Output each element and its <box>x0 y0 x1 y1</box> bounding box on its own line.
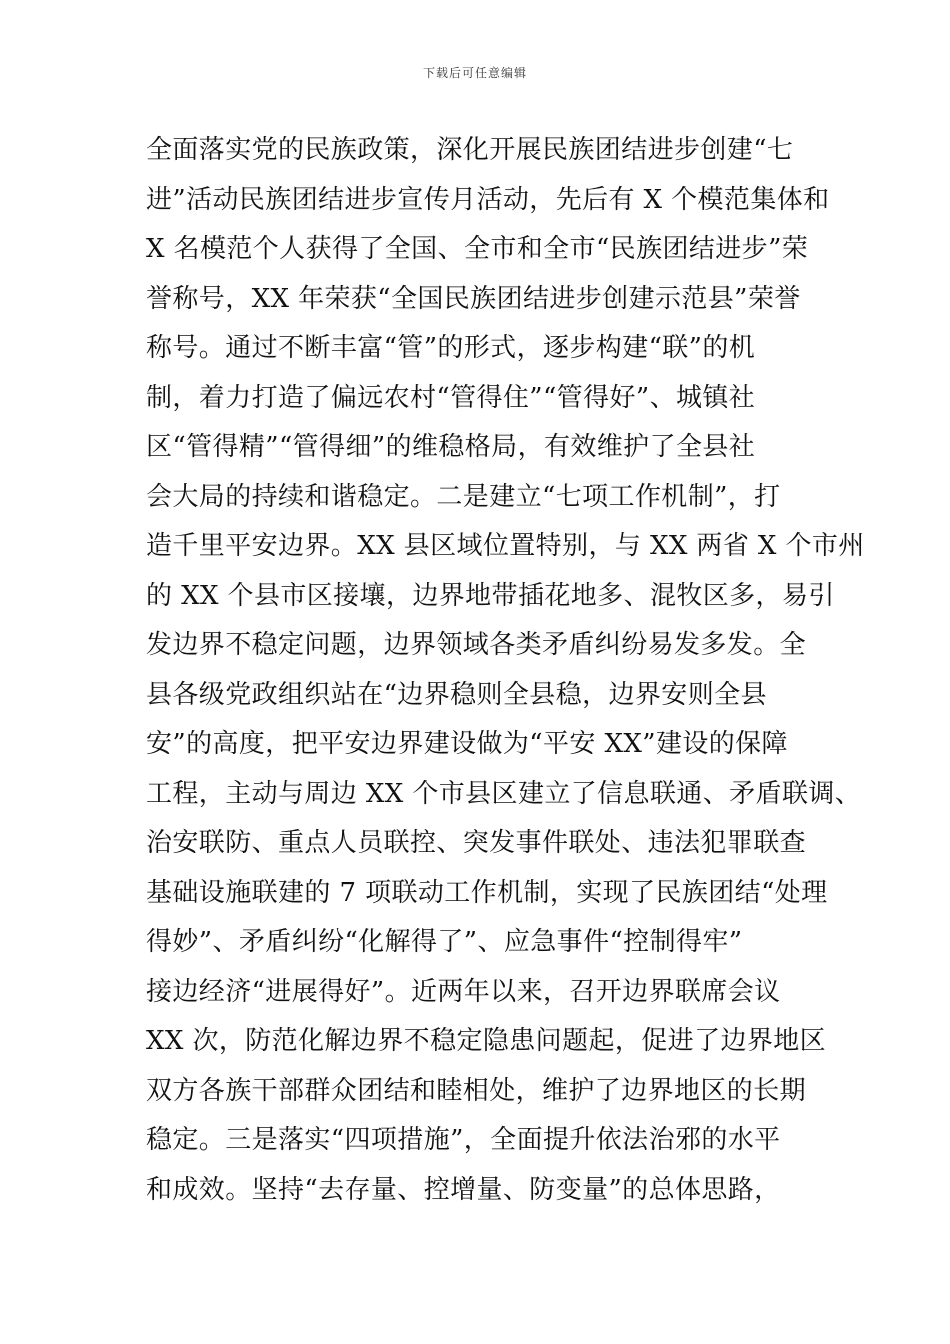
text-line: 制，着力打造了偏远农村“管得住”“管得好”、城镇社 <box>146 382 756 413</box>
page-header: 下载后可任意编辑 <box>422 66 527 80</box>
text-line: XX 次，防范化解边界不稳定隐患问题起，促进了边界地区 <box>146 1026 827 1056</box>
text-line: 发边界不稳定问题，边界领域各类矛盾纠纷易发多发。全 <box>146 630 807 660</box>
text-line: 誉称号，XX 年荣获“全国民族团结进步创建示范县”荣誉 <box>146 283 801 314</box>
text-line: 区“管得精”“管得细”的维稳格局，有效维护了全县社 <box>146 432 756 462</box>
text-line: 会大局的持续和谐稳定。二是建立“七项工作机制”，打 <box>146 481 781 512</box>
text-line: 安”的高度，把平安边界建设做为“平安 XX”建设的保障 <box>146 729 788 759</box>
text-line: 接边经济“进展得好”。近两年以来，召开边界联席会议 <box>146 976 781 1007</box>
text-line: 全面落实党的民族政策，深化开展民族团结进步创建“七 <box>146 135 794 165</box>
text-line: 进”活动民族团结进步宣传月活动，先后有 X 个模范集体和 <box>146 184 830 215</box>
text-line: 治安联防、重点人员联控、突发事件联处、违法犯罪联查 <box>146 828 807 858</box>
text-line: 县各级党政组织站在“边界稳则全县稳，边界安则全县 <box>146 679 767 710</box>
text-line: 的 XX 个县市区接壤，边界地带插花地多、混牧区多，易引 <box>146 580 835 611</box>
text-line: 双方各族干部群众团结和睦相处，维护了边界地区的长期 <box>146 1075 807 1106</box>
text-line: 和成效。坚持“去存量、控增量、防变量”的总体思路， <box>146 1174 781 1205</box>
text-line: 基础设施联建的 7 项联动工作机制，实现了民族团结“处理 <box>146 877 828 908</box>
text-line: 工程，主动与周边 XX 个市县区建立了信息联通、矛盾联调、 <box>146 778 862 809</box>
text-line: 得妙”、矛盾纠纷“化解得了”、应急事件“控制得牢” <box>146 927 743 957</box>
text-line: X 名模范个人获得了全国、全市和全市“民族团结进步”荣 <box>146 234 809 264</box>
text-line: 称号。通过不断丰富“管”的形式，逐步构建“联”的机 <box>146 333 756 363</box>
text-line: 造千里平安边界。XX 县区域位置特别，与 XX 两省 X 个市州 <box>146 531 865 561</box>
body-paragraph <box>0 126 950 1215</box>
text-line: 稳定。三是落实“四项措施”，全面提升依法治邪的水平 <box>146 1125 781 1155</box>
